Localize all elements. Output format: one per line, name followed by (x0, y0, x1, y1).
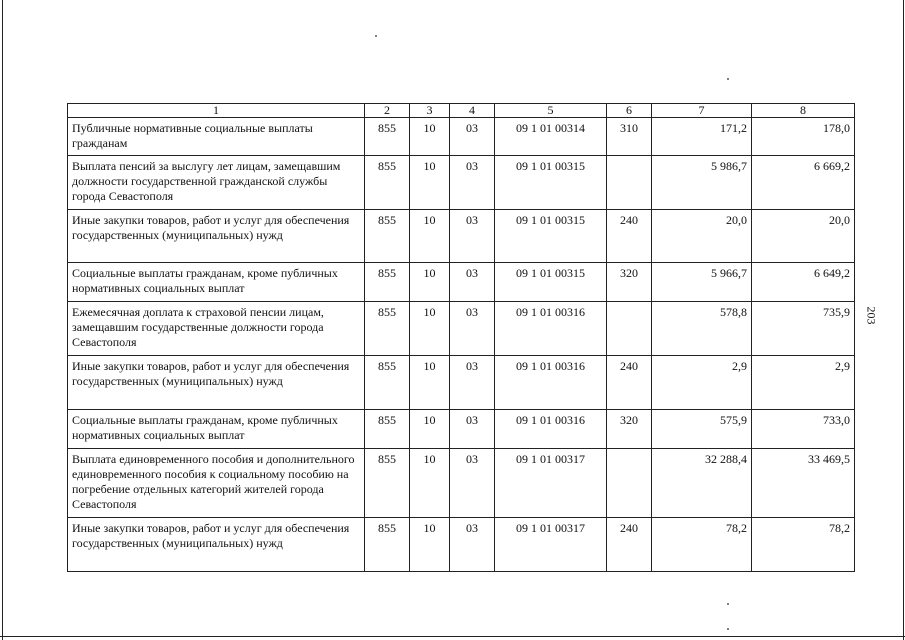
section-code: 10 (410, 156, 450, 210)
page-edge-right (903, 0, 904, 640)
amount-year-1: 5 966,7 (652, 263, 752, 302)
expense-type-code: 240 (607, 210, 652, 263)
page-edge-left (2, 0, 3, 640)
column-header: 2 (365, 104, 410, 118)
amount-year-2: 78,2 (752, 518, 855, 572)
table-row (68, 156, 855, 210)
department-code: 855 (365, 356, 410, 410)
department-code: 855 (365, 518, 410, 572)
row-name: Публичные нормативные социальные выплаты гражданам (68, 118, 365, 156)
column-header: 3 (410, 104, 450, 118)
row-name: Ежемесячная доплата к страховой пенсии лицам, замещавшим государственные должности города Севастополя (68, 302, 365, 356)
expense-type-code: 310 (607, 118, 652, 156)
column-header: 4 (450, 104, 495, 118)
expense-type-code (607, 156, 652, 210)
table-row (68, 302, 855, 356)
target-article-code: 09 1 01 00316 (495, 302, 607, 356)
page-edge-bottom (0, 636, 905, 637)
table-header-row (68, 104, 855, 118)
amount-year-2: 735,9 (752, 302, 855, 356)
amount-year-2: 20,0 (752, 210, 855, 263)
department-code: 855 (365, 118, 410, 156)
amount-year-1: 32 288,4 (652, 449, 752, 518)
amount-year-1: 578,8 (652, 302, 752, 356)
row-name: Иные закупки товаров, работ и услуг для обеспечения государственных (муниципальных) нужд (68, 210, 365, 263)
section-code: 10 (410, 449, 450, 518)
subsection-code: 03 (450, 302, 495, 356)
amount-year-2: 6 649,2 (752, 263, 855, 302)
row-name: Иные закупки товаров, работ и услуг для обеспечения государственных (муниципальных) нужд (68, 518, 365, 572)
section-code: 10 (410, 263, 450, 302)
expense-type-code (607, 302, 652, 356)
amount-year-1: 2,9 (652, 356, 752, 410)
section-code: 10 (410, 118, 450, 156)
amount-year-2: 733,0 (752, 410, 855, 449)
scan-speck (727, 78, 729, 80)
amount-year-2: 178,0 (752, 118, 855, 156)
department-code: 855 (365, 410, 410, 449)
department-code: 855 (365, 156, 410, 210)
expense-type-code: 320 (607, 263, 652, 302)
table-row (68, 210, 855, 263)
amount-year-1: 20,0 (652, 210, 752, 263)
table-row (68, 518, 855, 572)
expense-type-code: 320 (607, 410, 652, 449)
subsection-code: 03 (450, 210, 495, 263)
budget-table (67, 103, 855, 572)
expense-type-code: 240 (607, 518, 652, 572)
row-name: Социальные выплаты гражданам, кроме публичных нормативных социальных выплат (68, 410, 365, 449)
amount-year-1: 5 986,7 (652, 156, 752, 210)
scan-speck (375, 35, 377, 37)
row-name: Социальные выплаты гражданам, кроме публичных нормативных социальных выплат (68, 263, 365, 302)
column-header: 1 (68, 104, 365, 118)
amount-year-1: 575,9 (652, 410, 752, 449)
section-code: 10 (410, 518, 450, 572)
column-header: 6 (607, 104, 652, 118)
target-article-code: 09 1 01 00315 (495, 263, 607, 302)
amount-year-2: 33 469,5 (752, 449, 855, 518)
subsection-code: 03 (450, 118, 495, 156)
row-name: Иные закупки товаров, работ и услуг для обеспечения государственных (муниципальных) нужд (68, 356, 365, 410)
department-code: 855 (365, 449, 410, 518)
subsection-code: 03 (450, 356, 495, 410)
expense-type-code: 240 (607, 356, 652, 410)
row-name: Выплата единовременного пособия и дополнительного единовременного пособия к социальному пособию на погребение отдельных категорий жителей города Севастополя (68, 449, 365, 518)
row-name: Выплата пенсий за выслугу лет лицам, замещавшим должности государственной гражданской службы города Севастополя (68, 156, 365, 210)
subsection-code: 03 (450, 518, 495, 572)
table-row (68, 449, 855, 518)
page-number: 203 (864, 306, 879, 325)
scan-speck (727, 603, 729, 605)
table-row (68, 410, 855, 449)
target-article-code: 09 1 01 00317 (495, 449, 607, 518)
amount-year-1: 78,2 (652, 518, 752, 572)
expense-type-code (607, 449, 652, 518)
subsection-code: 03 (450, 449, 495, 518)
column-header: 8 (752, 104, 855, 118)
amount-year-2: 2,9 (752, 356, 855, 410)
table-row (68, 356, 855, 410)
section-code: 10 (410, 302, 450, 356)
scan-speck (727, 628, 729, 630)
target-article-code: 09 1 01 00317 (495, 518, 607, 572)
column-header: 5 (495, 104, 607, 118)
target-article-code: 09 1 01 00315 (495, 156, 607, 210)
target-article-code: 09 1 01 00315 (495, 210, 607, 263)
table-row (68, 118, 855, 156)
amount-year-2: 6 669,2 (752, 156, 855, 210)
section-code: 10 (410, 356, 450, 410)
section-code: 10 (410, 210, 450, 263)
department-code: 855 (365, 210, 410, 263)
table-row (68, 263, 855, 302)
subsection-code: 03 (450, 263, 495, 302)
section-code: 10 (410, 410, 450, 449)
department-code: 855 (365, 302, 410, 356)
target-article-code: 09 1 01 00314 (495, 118, 607, 156)
amount-year-1: 171,2 (652, 118, 752, 156)
column-header: 7 (652, 104, 752, 118)
subsection-code: 03 (450, 410, 495, 449)
target-article-code: 09 1 01 00316 (495, 410, 607, 449)
department-code: 855 (365, 263, 410, 302)
target-article-code: 09 1 01 00316 (495, 356, 607, 410)
subsection-code: 03 (450, 156, 495, 210)
